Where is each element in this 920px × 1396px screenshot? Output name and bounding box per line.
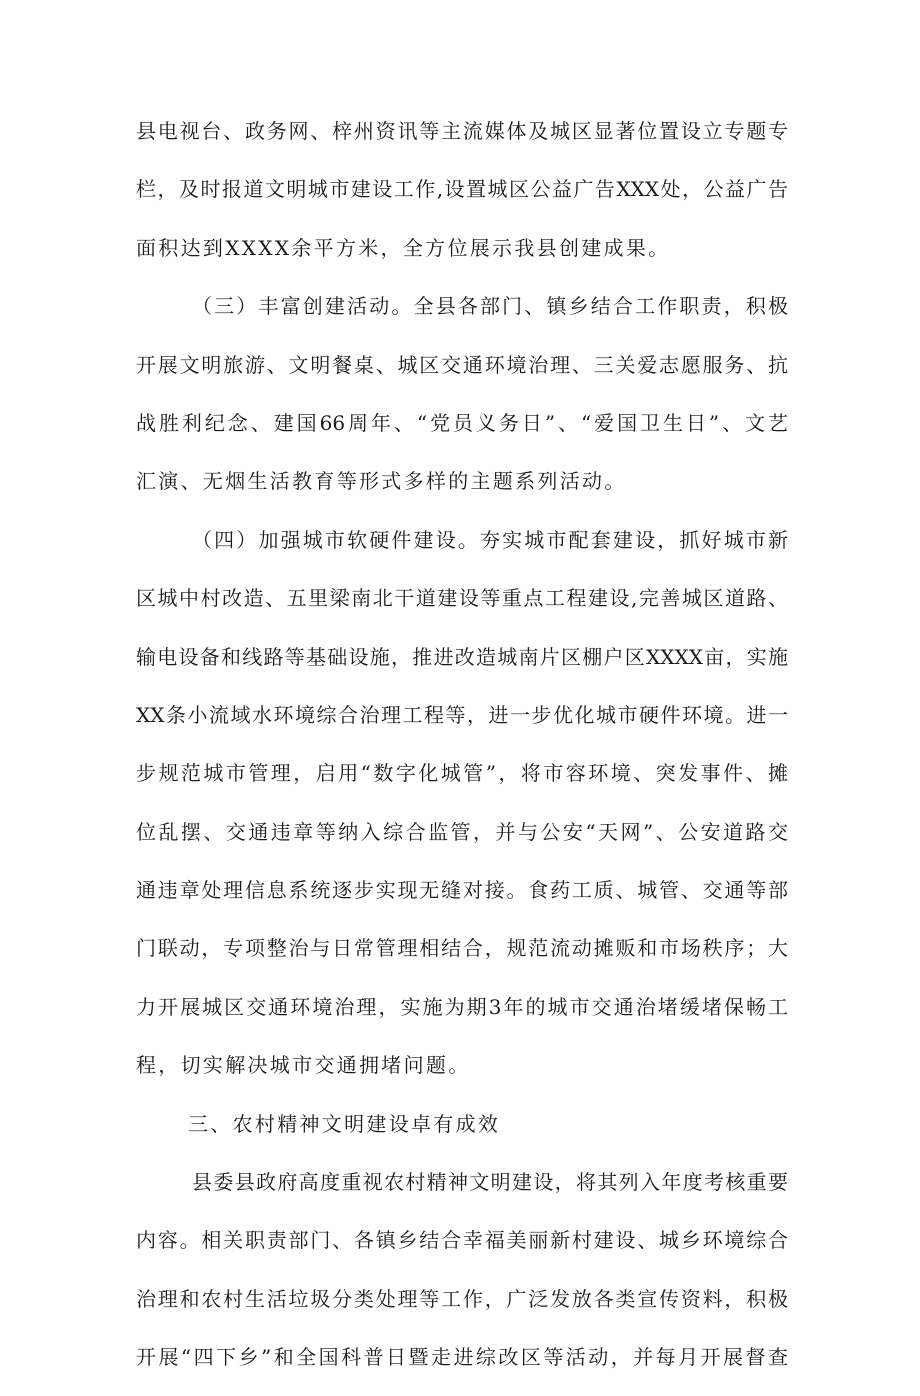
body-line: 治理和农村生活垃圾分类处理等工作，广泛发放各类宣传资料，积极 xyxy=(136,1286,788,1311)
body-line: 县电视台、政务网、梓州资讯等主流媒体及城区显著位置设立专题专 xyxy=(136,119,788,143)
body-line: 内容。相关职责部门、各镇乡结合幸福美丽新村建设、城乡环境综合 xyxy=(136,1228,788,1253)
document-body xyxy=(136,111,788,1396)
paragraph-end-line: 面积达到XXXX余平方米，全方位展示我县创建成果。 xyxy=(136,235,671,260)
paragraph-first-line: 县委县政府高度重视农村精神文明建设，将其列入年度考核重要 xyxy=(192,1170,788,1195)
body-line: 输电设备和线路等基础设施，推进改造城南片区棚户区XXXX亩，实施 xyxy=(136,644,788,669)
body-line: 战胜利纪念、建国66周年、“党员义务日”、“爱国卫生日”、文艺 xyxy=(136,410,788,435)
body-line: 开展“四下乡”和全国科普日暨走进综改区等活动，并每月开展督查 xyxy=(136,1345,788,1370)
body-line: 步规范城市管理，启用“数字化城管”，将市容环境、突发事件、摊 xyxy=(136,761,788,786)
body-line: 栏，及时报道文明城市建设工作,设置城区公益广告XXX处，公益广告 xyxy=(136,177,788,202)
paragraph-end-line: 汇演、无烟生活教育等形式多样的主题系列活动。 xyxy=(136,469,627,494)
body-line: 通违章处理信息系统逐步实现无缝对接。食药工质、城管、交通等部 xyxy=(136,878,788,903)
body-line: 区城中村改造、五里梁南北干道建设等重点工程建设,完善城区道路、 xyxy=(136,586,788,611)
body-line: 位乱摆、交通违章等纳入综合监管，并与公安“天网”、公安道路交 xyxy=(136,819,788,844)
body-line: XX条小流域水环境综合治理工程等，进一步优化城市硬件环境。进一 xyxy=(136,702,788,727)
body-line: 开展文明旅游、文明餐桌、城区交通环境治理、三关爱志愿服务、抗 xyxy=(136,352,788,377)
paragraph-end-line: 程，切实解决城市交通拥堵问题。 xyxy=(136,1053,471,1078)
paragraph-first-line: （三）丰富创建活动。全县各部门、镇乡结合工作职责，积极 xyxy=(192,294,788,319)
body-line: 门联动，专项整治与日常管理相结合，规范流动摊贩和市场秩序；大 xyxy=(136,936,788,961)
section-heading: 三、农村精神文明建设卓有成效 xyxy=(188,1111,501,1136)
paragraph-first-line: （四）加强城市软硬件建设。夯实城市配套建设，抓好城市新 xyxy=(192,527,788,552)
body-line: 力开展城区交通环境治理，实施为期3年的城市交通治堵缓堵保畅工 xyxy=(136,994,788,1019)
